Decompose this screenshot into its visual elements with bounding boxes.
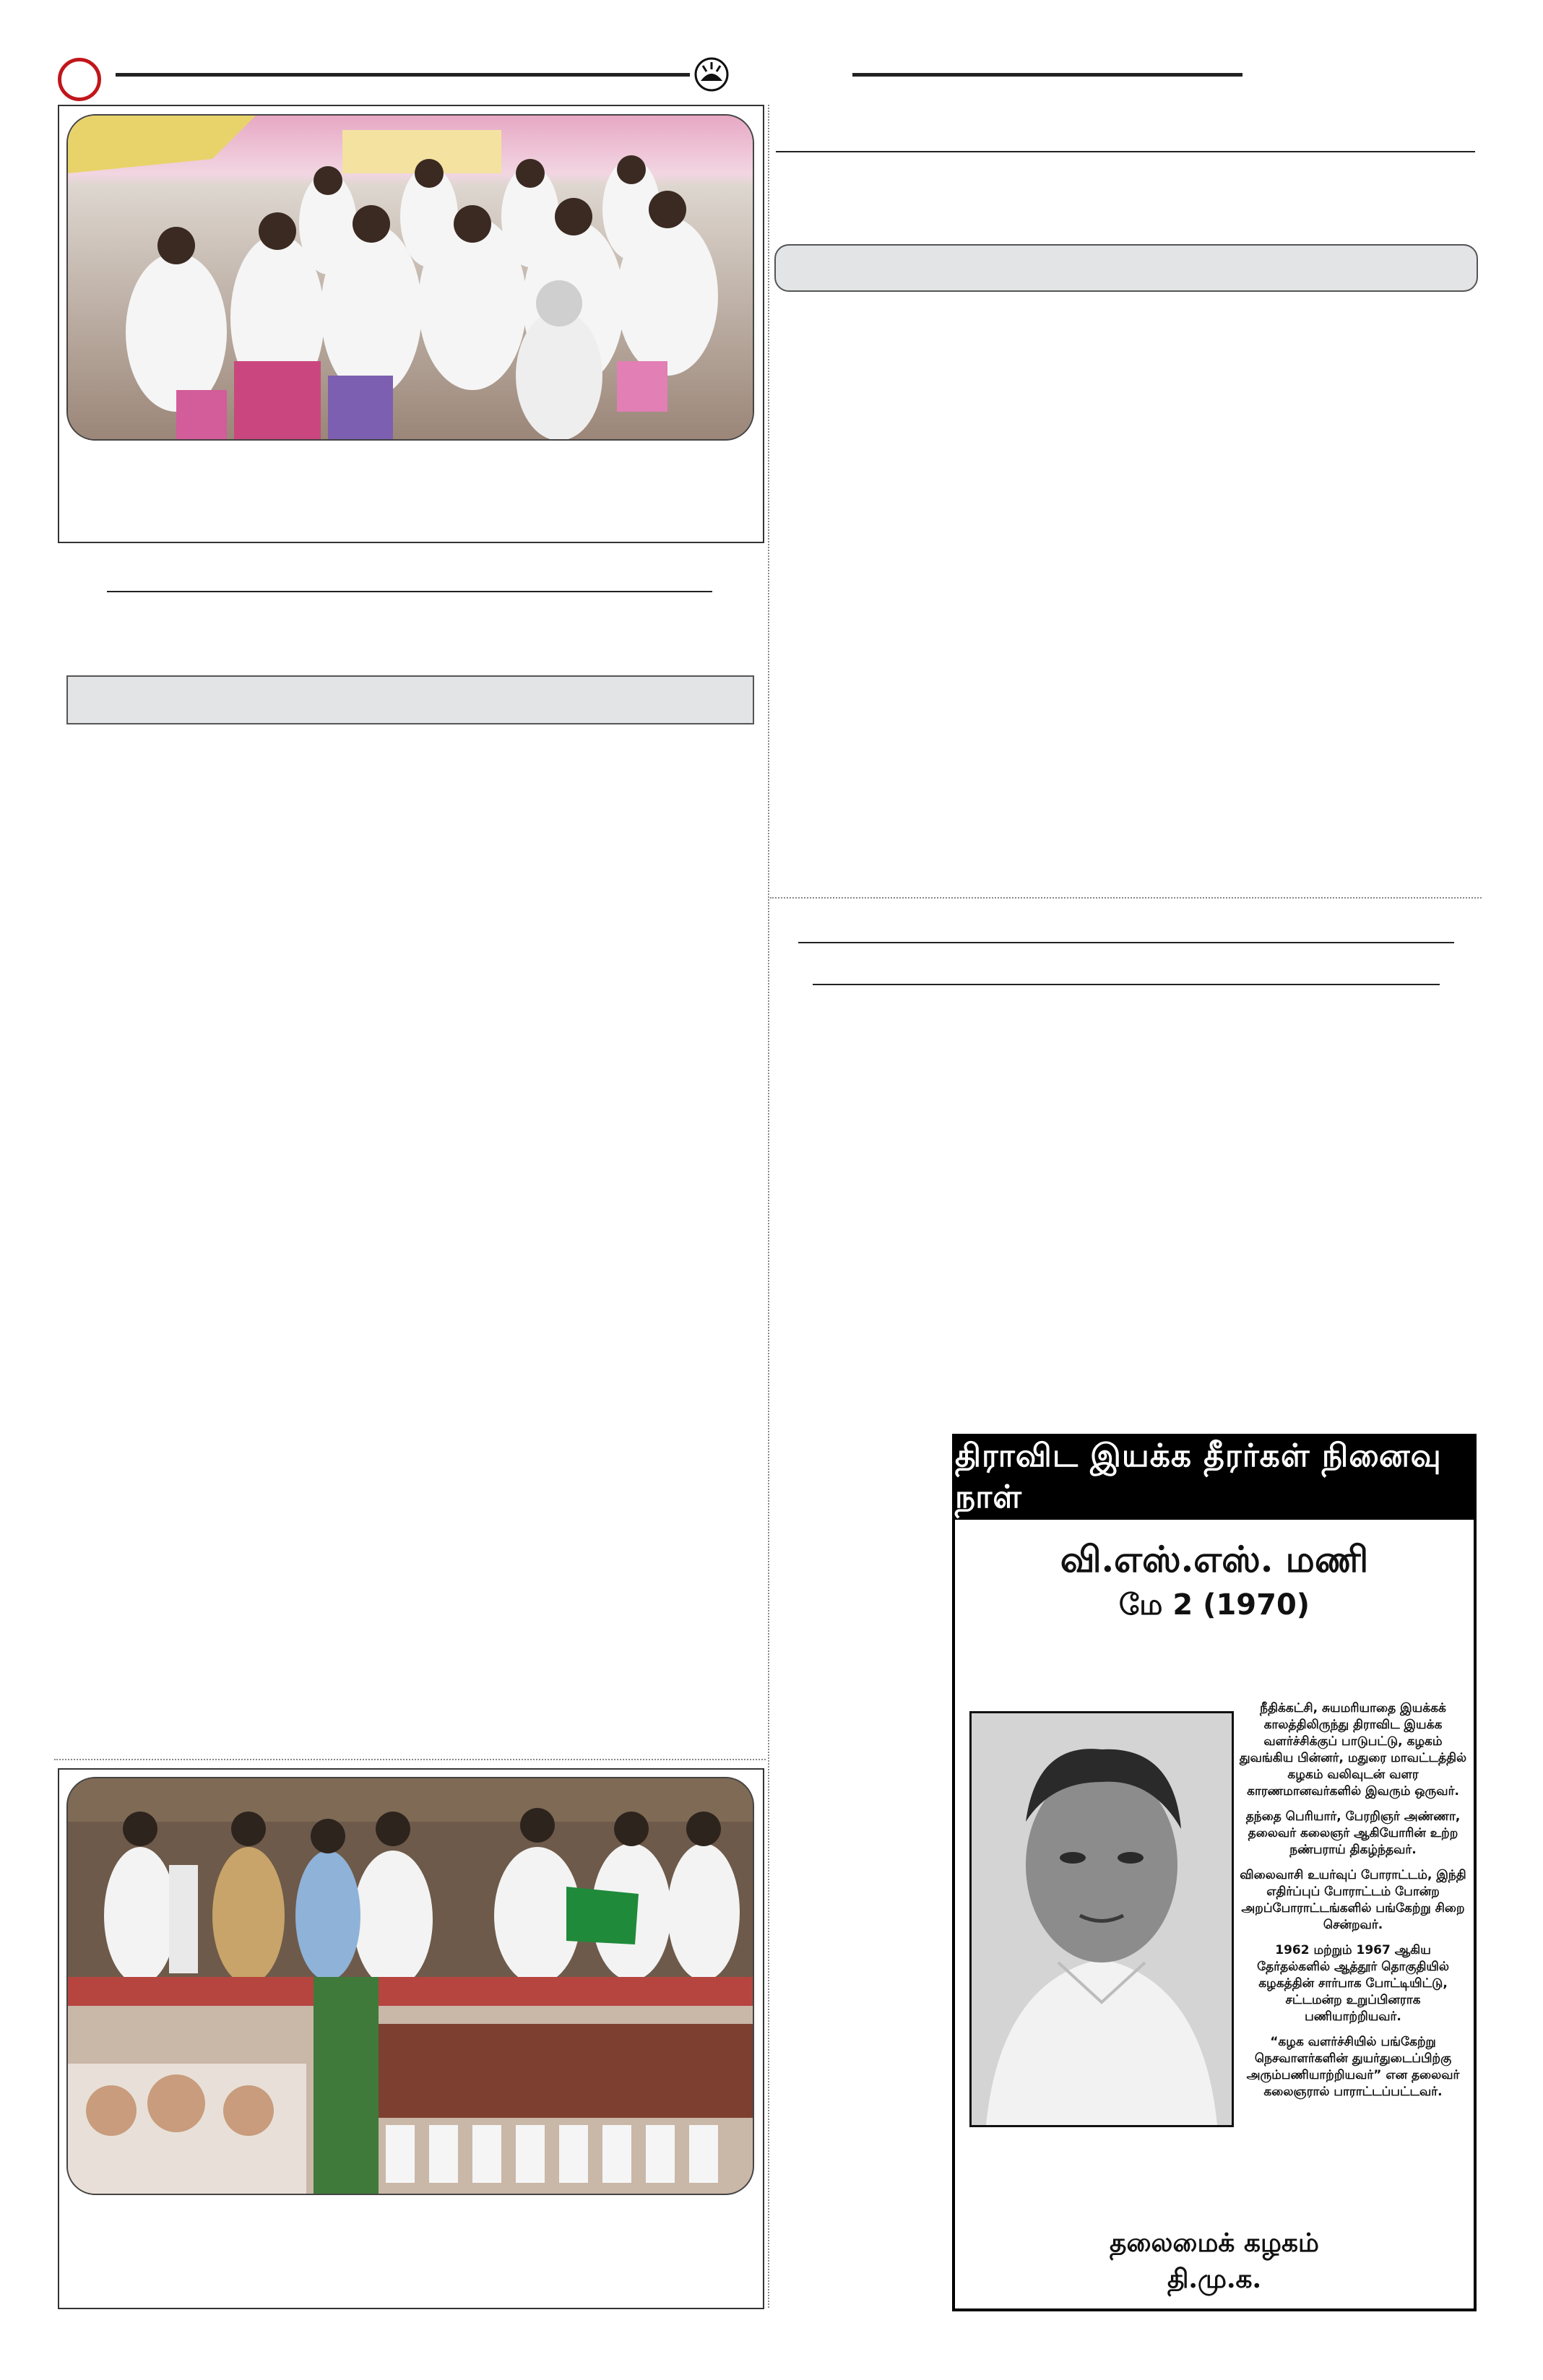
- right-column-divider-top: [770, 897, 1482, 899]
- left-headline-rule: [107, 591, 712, 592]
- left-column-divider-bottom: [54, 1759, 766, 1760]
- right-headline-rule: [776, 151, 1475, 152]
- memorial-advertisement: [952, 1434, 1477, 2311]
- bio-paragraph: நீதிக்கட்சி, சுயமரியாதை இயக்கக் காலத்திலிருந்து திராவிட இயக்க வளர்ச்சிக்குப் பாடுபட்டு, கழகம் துவங்கிய பின்னர், மதுரை மாவட்டத்தில் கழகம் வலிவுடன் வளர காரணமானவர்களில் இவரும் ஒருவர்.: [1239, 1701, 1467, 1799]
- column-divider: [768, 105, 769, 2308]
- rising-sun-emblem-icon: [693, 56, 730, 92]
- memorial-biography: [1238, 1700, 1468, 2109]
- memorial-footer-party: தி.மு.க.: [1167, 2264, 1262, 2294]
- right-lower-rule-2: [813, 984, 1440, 985]
- distribution-event-photo: [66, 114, 754, 441]
- right-lower-rule-1: [798, 942, 1454, 943]
- bio-paragraph: விலைவாசி உயர்வுப் போராட்டம், இந்தி எதிர்ப்புப் போராட்டம் போன்ற அறப்போராட்டங்களில் பங்கேற்று சிறை சென்றவர்.: [1240, 1868, 1466, 1932]
- right-subheading-bar: [774, 244, 1478, 292]
- bio-paragraph: “கழக வளர்ச்சியில் பங்கேற்று நெசவாளர்களின் துயர்துடைப்பிற்கு அரும்பணியாற்றியவர்” என தலைவர் கலைஞரால் பாராட்டப்பட்டவர்.: [1246, 2035, 1460, 2099]
- bio-paragraph: 1962 மற்றும் 1967 ஆகிய தேர்தல்களில் ஆத்தூர் தொகுதியில் கழகத்தின் சார்பாக போட்டியிட்டு, சட்டமன்ற உறுப்பினராக பணியாற்றியவர்.: [1257, 1943, 1449, 2024]
- vss-mani-portrait: [969, 1711, 1234, 2127]
- memorial-person-name: வி.எஸ்.எஸ். மணி: [1060, 1538, 1369, 1580]
- header-rule-right: [852, 73, 1242, 77]
- memorial-date: மே 2 (1970): [1118, 1588, 1310, 1622]
- left-subheading-bar: [66, 675, 754, 724]
- flag-off-event-photo: [66, 1777, 754, 2195]
- bio-paragraph: தந்தை பெரியார், பேரறிஞர் அண்ணா, தலைவர் கலைஞர் ஆகியோரின் உற்ற நண்பராய் திகழ்ந்தவர்.: [1245, 1809, 1461, 1857]
- memorial-footer-office: தலைமைக் கழகம்: [1110, 2228, 1319, 2258]
- memorial-heading: திராவிட இயக்க தீரர்கள் நினைவு நாள்: [955, 1437, 1474, 1520]
- page-number-circle: [58, 58, 101, 101]
- header-rule-left: [116, 73, 690, 77]
